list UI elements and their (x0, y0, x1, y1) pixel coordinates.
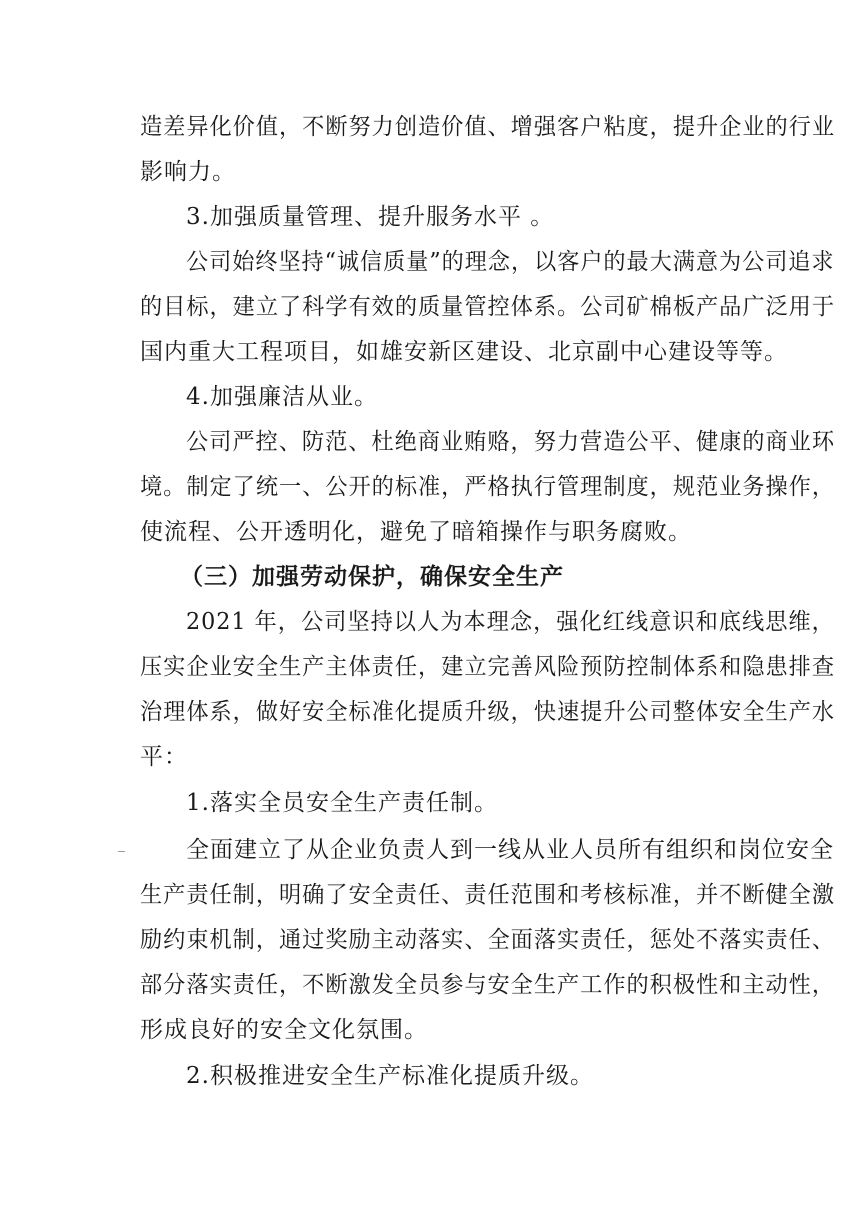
body-line: 励约束机制，通过奖励主动落实、全面落实责任，惩处不落实责任、 (140, 927, 836, 953)
body-line: 公司始终坚持“诚信质量”的理念，以客户的最大满意为公司追求 (186, 249, 835, 275)
list-item-heading: 2.积极推进安全生产标准化提质升级。 (186, 1063, 594, 1089)
scan-mark (118, 851, 125, 852)
list-item-heading: 3.加强质量管理、提升服务水平 。 (186, 204, 555, 230)
section-heading: （三）加强劳动保护，确保安全生产 (180, 563, 564, 590)
body-line: 治理体系，做好安全标准化提质升级，快速提升公司整体安全生产水 (140, 699, 836, 725)
list-item-heading: 4.加强廉洁从业。 (186, 384, 378, 410)
body-line: 形成良好的安全文化氛围。 (140, 1017, 428, 1043)
body-line: 压实企业安全生产主体责任，建立完善风险预防控制体系和隐患排查 (140, 654, 836, 680)
body-line: 的目标，建立了科学有效的质量管控体系。公司矿棉板产品广泛用于 (140, 294, 836, 320)
list-item-heading: 1.落实全员安全生产责任制。 (186, 790, 498, 816)
body-line: 公司严控、防范、杜绝商业贿赂，努力营造公平、健康的商业环 (186, 429, 836, 455)
body-line: 2021 年，公司坚持以人为本理念，强化红线意识和底线思维， (186, 609, 835, 635)
body-line: 平： (140, 744, 188, 770)
body-line: 生产责任制，明确了安全责任、责任范围和考核标准，并不断健全激 (140, 882, 836, 908)
body-line: 影响力。 (140, 159, 236, 185)
body-line: 造差异化价值，不断努力创造价值、增强客户粘度，提升企业的行业 (140, 114, 836, 140)
body-line: 国内重大工程项目，如雄安新区建设、北京副中心建设等等。 (140, 339, 788, 365)
body-line: 部分落实责任，不断激发全员参与安全生产工作的积极性和主动性， (140, 972, 836, 998)
body-line: 全面建立了从企业负责人到一线从业人员所有组织和岗位安全 (186, 837, 834, 863)
body-line: 境。制定了统一、公开的标准，严格执行管理制度，规范业务操作， (140, 474, 836, 500)
body-line: 使流程、公开透明化，避免了暗箱操作与职务腐败。 (140, 519, 692, 545)
